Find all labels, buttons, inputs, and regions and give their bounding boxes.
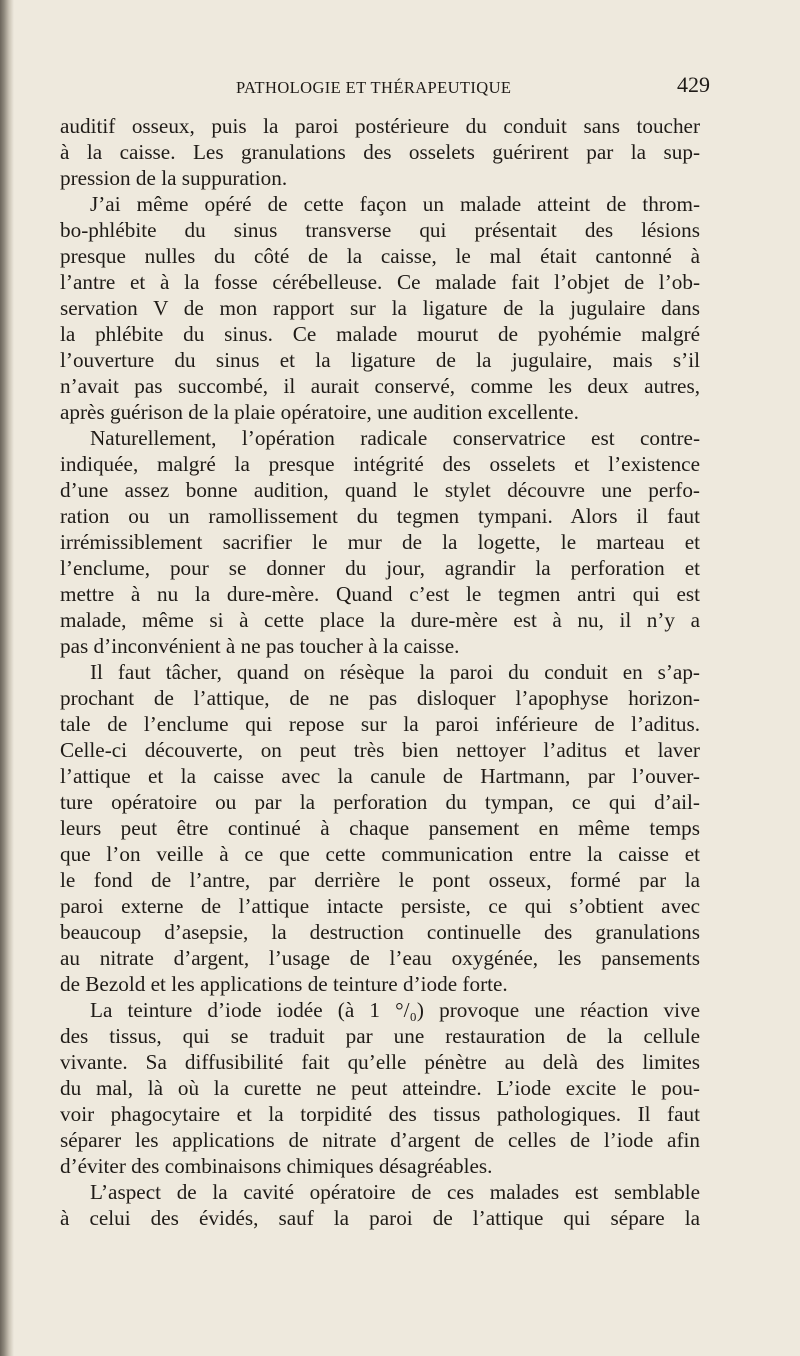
text-line: J’ai même opéré de cette façon un malade atteint de throm- xyxy=(90,192,700,216)
text-line: Celle-ci découverte, on peut très bien nettoyer l’aditus et laver xyxy=(60,738,700,762)
body-text xyxy=(60,113,700,1231)
text-line: beaucoup d’asepsie, la destruction continuelle des granulations xyxy=(60,920,700,944)
text-line: leurs peut être continué à chaque pansement en même temps xyxy=(60,816,700,840)
text-line: ture opératoire ou par la perforation du tympan, ce qui d’ail- xyxy=(60,790,700,814)
page-number: 429 xyxy=(677,72,710,97)
text-line: pression de la suppuration. xyxy=(60,166,288,190)
text-line: paroi externe de l’attique intacte persiste, ce qui s’obtient avec xyxy=(60,894,700,918)
text-line: bo-phlébite du sinus transverse qui présentait des lésions xyxy=(60,218,700,242)
text-line: Naturellement, l’opération radicale conservatrice est contre- xyxy=(90,426,700,450)
text-line: indiquée, malgré la presque intégrité des osselets et l’existence xyxy=(60,452,700,476)
text-line: ration ou un ramollissement du tegmen tympani. Alors il faut xyxy=(60,504,700,528)
text-line: L’aspect de la cavité opératoire de ces malades est semblable xyxy=(90,1180,700,1204)
page-gutter-shadow xyxy=(0,0,14,1356)
text-line: à la caisse. Les granulations des osselets guérirent par la sup- xyxy=(60,140,700,164)
text-line: l’antre et à la fosse cérébelleuse. Ce malade fait l’objet de l’ob- xyxy=(60,270,700,294)
text-line: après guérison de la plaie opératoire, une audition excellente. xyxy=(60,400,579,424)
text-line: d’une assez bonne audition, quand le stylet découvre une perfo- xyxy=(60,478,700,502)
text-line: La teinture d’iode iodée (à 1 °/₀) provoque une réaction vive xyxy=(90,998,700,1022)
text-line: de Bezold et les applications de teinture d’iode forte. xyxy=(60,972,508,996)
text-line: servation V de mon rapport sur la ligature de la jugulaire dans xyxy=(60,296,700,320)
text-line: voir phagocytaire et la torpidité des tissus pathologiques. Il faut xyxy=(60,1102,700,1126)
text-line: à celui des évidés, sauf la paroi de l’attique qui sépare la xyxy=(60,1206,700,1230)
text-line: l’ouverture du sinus et la ligature de la jugulaire, mais s’il xyxy=(60,348,700,372)
text-line: que l’on veille à ce que cette communication entre la caisse et xyxy=(60,842,700,866)
text-line: prochant de l’attique, de ne pas disloquer l’apophyse horizon- xyxy=(60,686,700,710)
text-line: au nitrate d’argent, l’usage de l’eau oxygénée, les pansements xyxy=(60,946,700,970)
text-line: la phlébite du sinus. Ce malade mourut de pyohémie malgré xyxy=(60,322,700,346)
text-line: mettre à nu la dure-mère. Quand c’est le tegmen antri qui est xyxy=(60,582,700,606)
text-line: Il faut tâcher, quand on résèque la paroi du conduit en s’ap- xyxy=(90,660,700,684)
page-header xyxy=(60,72,710,102)
running-title: PATHOLOGIE ET THÉRAPEUTIQUE xyxy=(236,78,512,97)
text-line: du mal, là où la curette ne peut atteindre. L’iode excite le pou- xyxy=(60,1076,700,1100)
text-line: l’enclume, pour se donner du jour, agrandir la perforation et xyxy=(60,556,700,580)
text-line: malade, même si à cette place la dure-mère est à nu, il n’y a xyxy=(60,608,700,632)
text-line: vivante. Sa diffusibilité fait qu’elle pénètre au delà des limites xyxy=(60,1050,700,1074)
text-line: pas d’inconvénient à ne pas toucher à la caisse. xyxy=(60,634,460,658)
text-line: l’attique et la caisse avec la canule de Hartmann, par l’ouver- xyxy=(60,764,700,788)
text-line: presque nulles du côté de la caisse, le mal était cantonné à xyxy=(60,244,700,268)
text-line: le fond de l’antre, par derrière le pont osseux, formé par la xyxy=(60,868,700,892)
text-line: auditif osseux, puis la paroi postérieure du conduit sans toucher xyxy=(60,114,700,138)
text-line: d’éviter des combinaisons chimiques désagréables. xyxy=(60,1154,493,1178)
text-line: n’avait pas succombé, il aurait conservé, comme les deux autres, xyxy=(60,374,700,398)
text-line: séparer les applications de nitrate d’argent de celles de l’iode afin xyxy=(60,1128,700,1152)
text-line: tale de l’enclume qui repose sur la paroi inférieure de l’aditus. xyxy=(60,712,700,736)
text-line: irrémissiblement sacrifier le mur de la logette, le marteau et xyxy=(60,530,700,554)
text-line: des tissus, qui se traduit par une restauration de la cellule xyxy=(60,1024,700,1048)
